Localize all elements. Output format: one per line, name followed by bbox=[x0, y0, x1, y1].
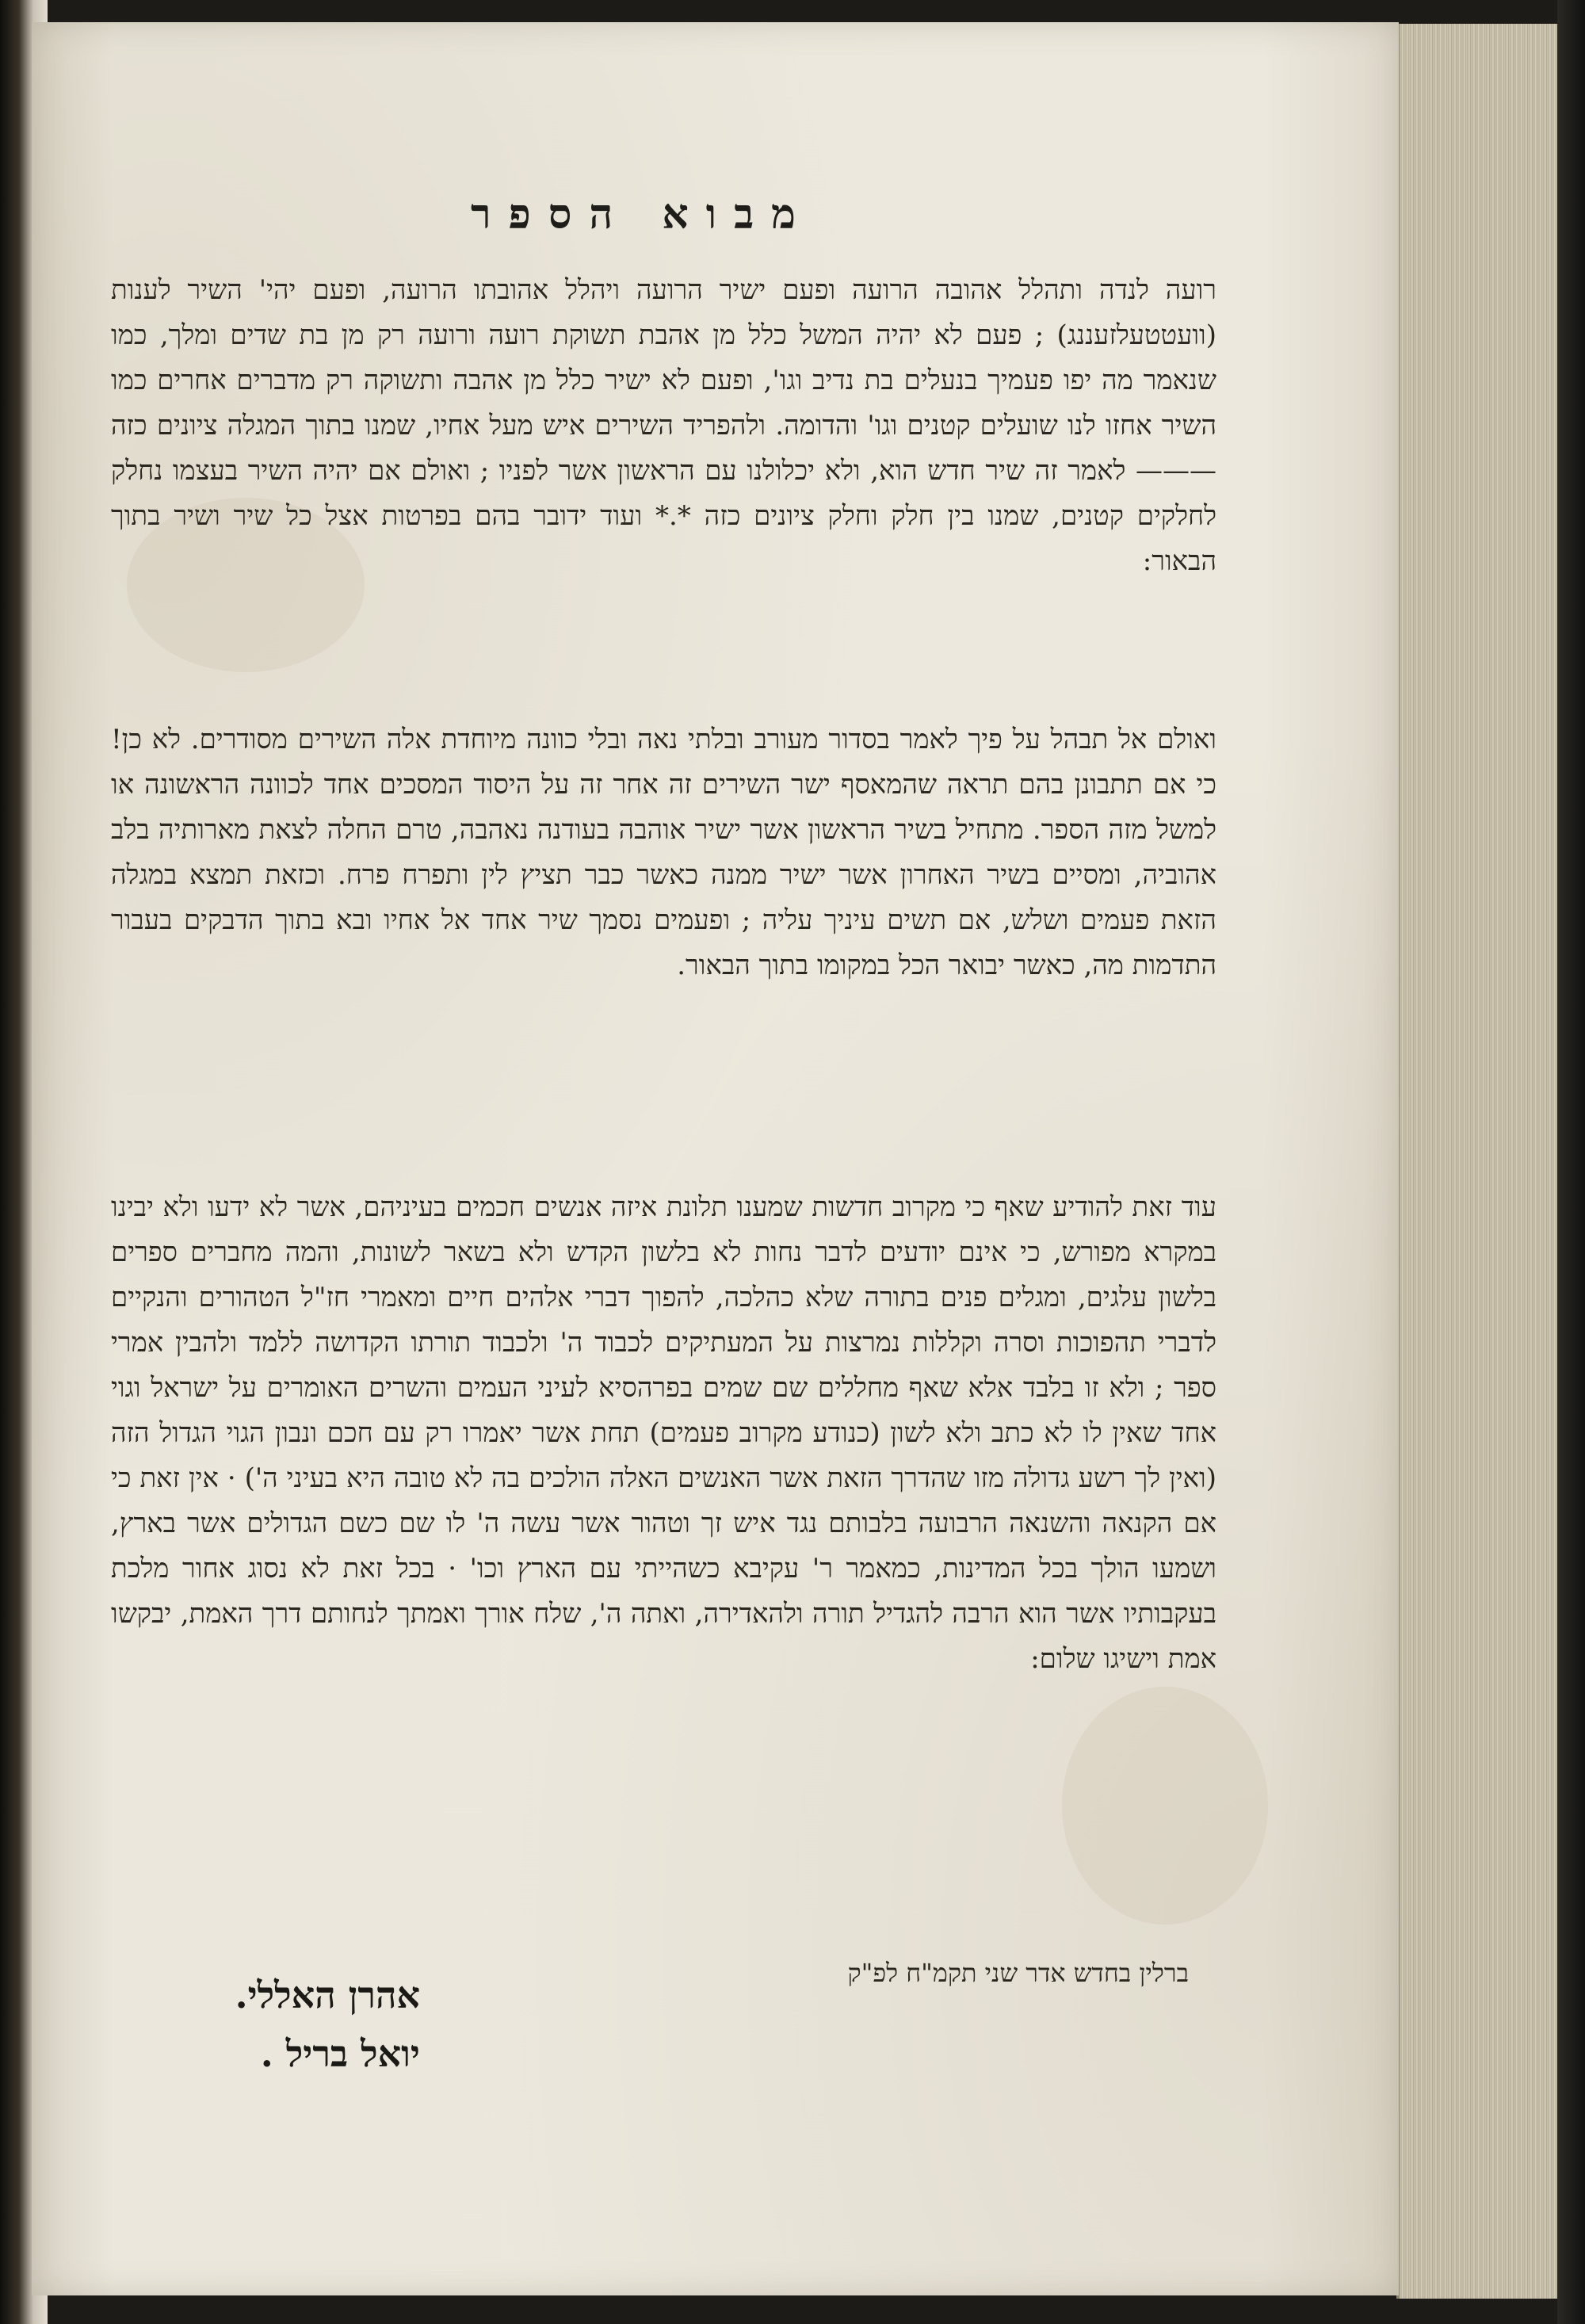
date-line: ברלין בחדש אדר שני תקמ"ח לפ"ק bbox=[847, 1958, 1189, 1988]
paragraph-2: ואולם אל תבהל על פיך לאמר בסדור מעורב ובלתי נאה ובלי כוונה מיוחדת אלה השירים מסודרים. לא כן! כי אם תתבונן בהם תראה שהמאסף ישר השירים זה אחר זה על היסוד המסכים אחד לכוונה הראשונה או למשל מזה הספר. מתחיל בשיר הראשון אשר ישיר אוהבה בעודנה נאהבה, טרם החלה לצאת מארותיה בלב אהוביה, ומסיים בשיר האחרון אשר ישיר ממנה כאשר כבר תציץ לין ותפרח פרח. וכזאת תמצא במגלה הזאת פעמים ושלש, אם תשים עיניך עליה ; ופעמים נסמך שיר אחד אל אחיו ובא בתוך הדבקים בעבור התדמות מה, כאשר יבואר הכל במקומו בתוך הבאור. bbox=[111, 724, 1216, 981]
signature-1: אהרן האללי. bbox=[235, 1974, 420, 2016]
book-cover-edge bbox=[1557, 0, 1585, 2324]
paragraph-3: עוד זאת להודיע שאף כי מקרוב חדשות שמענו תלונת איזה אנשים חכמים בעיניהם, אשר לא ידעו ולא יבינו במקרא מפורש, כי אינם יודעים לדבר נחות לא בלשון הקדש ולא בשאר לשונות, והמה מחברים ספרים בלשון עלגים, ומגלים פנים בתורה שלא כהלכה, להפוך דברי אלהים חיים ומאמרי חז"ל הטהורים והנקיים לדברי תהפוכות וסרה וקללות נמרצות על המעתיקים לכבוד ה' ולכבוד תורתו הקדושה ללמד ולהבין אמרי ספר ; ולא זו בלבד אלא שאף מחללים שם שמים בפרהסיא לעיני העמים והשרים האומרים על ישראל וגוי אחד שאין לו לא כתב ולא לשון (כנודע מקרוב פעמים) תחת אשר יאמרו רק עם חכם ונבון הגוי הגדול הזה (ואין לך רשע גדולה מזו שהדרך הזאת אשר האנשים האלה הולכים בה לא טובה היא בעיני ה') · אין זאת כי אם הקנאה והשנאה הרבועה בלבותם נגד איש זך וטהור אשר עשה ה' לו שם כשם הגדולים אשר בארץ, ושמעו הולך בכל המדינות, כמאמר ר' עקיבא כשהייתי עם הארץ וכו' · בכל זאת לא נסוג אחור מלכת בעקבותיו אשר הוא הרבה להגדיל תורה ולהאדירה, ואתה ה', שלח אורך ואמתך לנחותם דרך האמת, יבקשו אמת וישיגו שלום: bbox=[111, 1191, 1216, 1675]
signatures bbox=[103, 1966, 420, 2083]
paragraph-1: רועה לנדה ותהלל אהובה הרועה ופעם ישיר הרועה ויהלל אהובתו הרועה, ופעם יהי' השיר לענות (וועטטעלזעננג) ; פעם לא יהיה המשל כלל מן אהבת תשוקת רועה ורועה רק מן בת שדים ומלך, כמו שנאמר מה יפו פעמיך בנעלים בת נדיב וגו', ופעם לא ישיר כלל מן אהבה ותשוקה רק מדברים אחרים כמו השיר אחזו לנו שועלים קטנים וגו' והדומה. ולהפריד השירים איש מעל אחיו, שמנו בתוך המגלה ציונים כזה ——— לאמר זה שיר חדש הוא, ולא יכלולנו עם הראשון אשר לפניו ; ואולם אם יהיה השיר בעצמו נחלק לחלקים קטנים, שמנו בין חלק וחלק ציונים כזה *.* ועוד ידובר בהם בפרטות אצל כל שיר ושיר בתוך הבאור: bbox=[111, 274, 1216, 577]
page-title: מבוא הספר bbox=[471, 190, 813, 239]
paper-stain bbox=[1062, 1687, 1268, 1925]
signature-2: יואל בריל . bbox=[260, 2032, 420, 2075]
page-edges bbox=[1396, 24, 1570, 2299]
